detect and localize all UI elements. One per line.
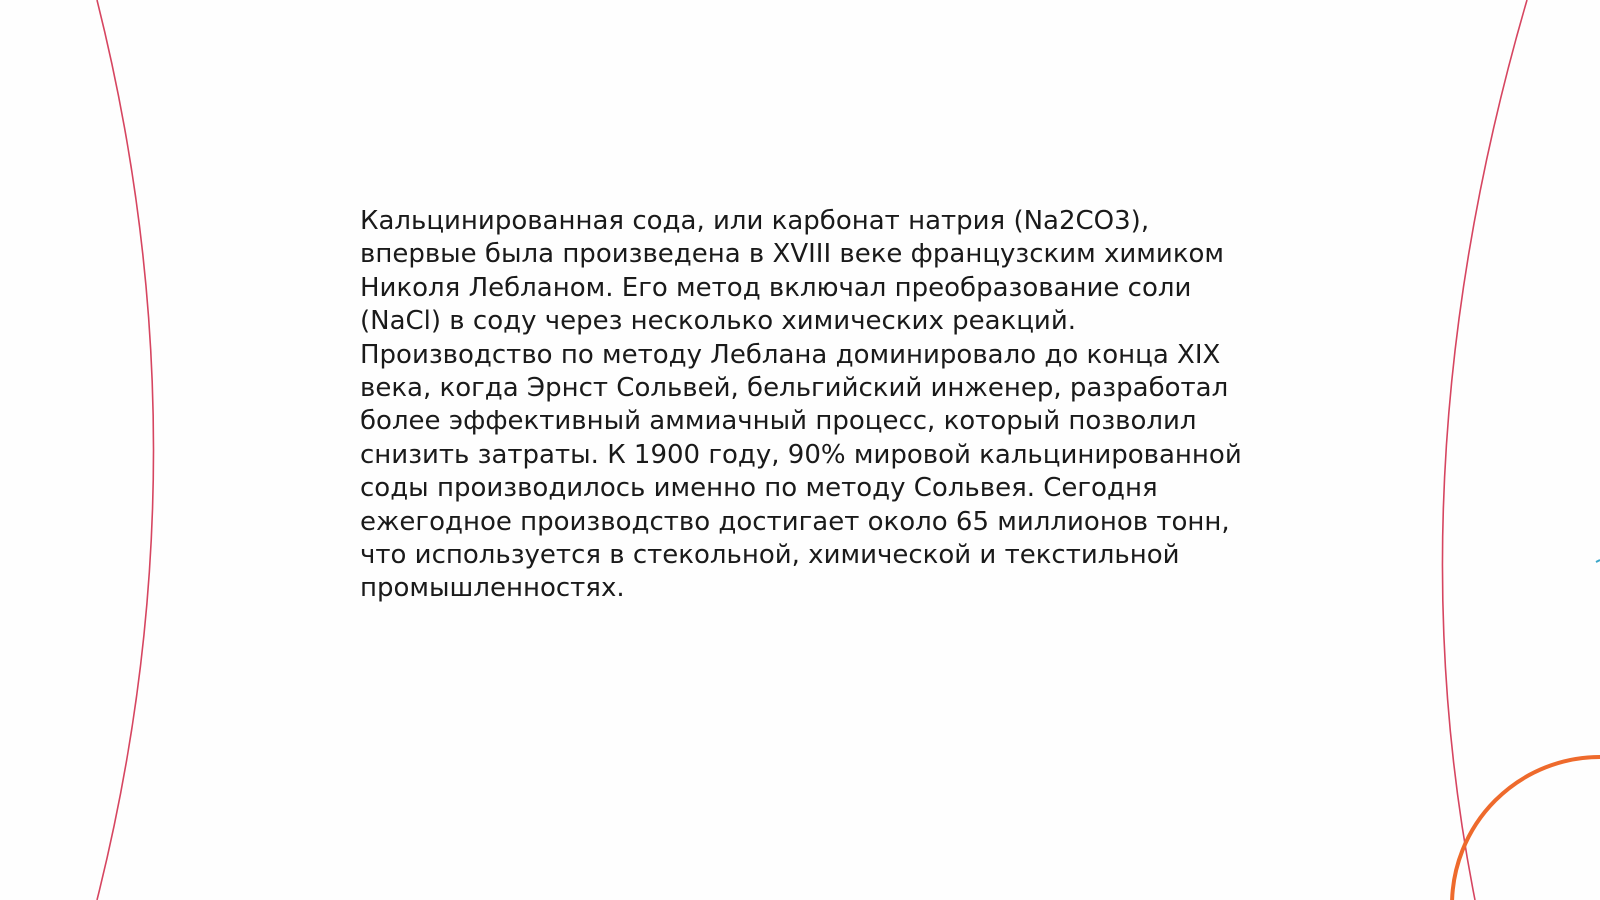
body-text-line: Производство по методу Леблана доминировало до конца XIX xyxy=(360,339,1221,370)
body-text-line: (NaCl) в соду через несколько химических реакций. xyxy=(360,306,1076,337)
body-text-line: соды производилось именно по методу Сольвея. Сегодня xyxy=(360,473,1158,504)
body-text-line: века, когда Эрнст Сольвей, бельгийский инженер, разработал xyxy=(360,373,1229,404)
body-text-line: Николя Лебланом. Его метод включал преобразование соли xyxy=(360,272,1192,303)
slide-body-text xyxy=(360,205,1240,606)
body-text-line: Кальцинированная сода, или карбонат натрия (Na2CO3), xyxy=(360,206,1150,236)
body-text-line: более эффективный аммиачный процесс, который позволил xyxy=(360,406,1197,437)
body-text-line: снизить затраты. К 1900 году, 90% мировой кальцинированной xyxy=(360,439,1242,470)
body-text-line: что используется в стекольной, химической и текстильной xyxy=(360,540,1180,571)
right-arc-line xyxy=(1442,0,1527,900)
orange-circle-accent xyxy=(1452,757,1600,900)
body-text-line: впервые была произведена в XVIII веке французским химиком xyxy=(360,239,1225,270)
teal-accent-mark xyxy=(1596,560,1600,562)
body-text-line: промышленностях. xyxy=(360,573,625,604)
body-text-line: ежегодное производство достигает около 65 миллионов тонн, xyxy=(360,506,1230,537)
left-arc-line xyxy=(97,0,154,900)
